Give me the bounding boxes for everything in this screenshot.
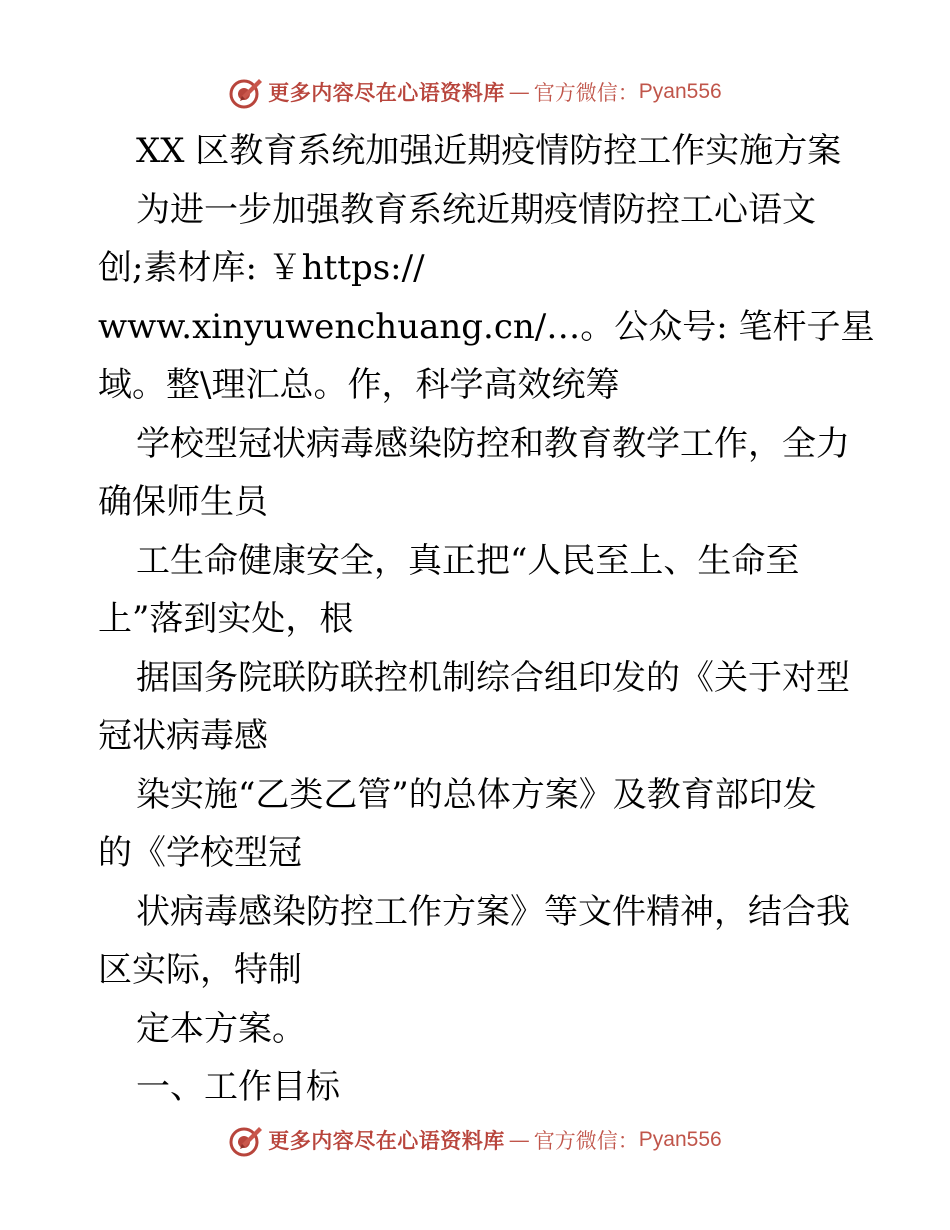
banner-library-text: 更多内容尽在心语资料库: [268, 1128, 505, 1153]
paragraph-line: 域。整\理汇总。作，科学高效统筹: [98, 365, 620, 405]
document-title: XX 区教育系统加强近期疫情防控工作实施方案: [136, 131, 842, 171]
banner-dash: —: [508, 80, 530, 104]
banner-wechat-id: Pyan556: [638, 80, 722, 103]
footer-banner: [0, 1120, 950, 1160]
document-body: [98, 122, 875, 1117]
paragraph-line: 冠状病毒感: [98, 716, 268, 756]
section-heading: 一、工作目标: [136, 1067, 340, 1107]
paragraph-line: 工生命健康安全，真正把“人民至上、生命至: [136, 540, 800, 581]
paragraph-line: 染实施“乙类乙管”的总体方案》及教育部印发: [136, 774, 817, 815]
pen-logo-icon: [228, 74, 264, 110]
banner-official-label: 官方微信：: [533, 1129, 639, 1153]
banner-dash: —: [508, 1128, 530, 1152]
pen-logo-icon: [228, 1122, 264, 1158]
header-banner: [0, 72, 950, 112]
paragraph-line: 学校型冠状病毒感染防控和教育教学工作，全力: [136, 423, 850, 464]
paragraph-line: 为进一步加强教育系统近期疫情防控工心语文: [136, 189, 816, 230]
paragraph-line: 区实际，特制: [98, 950, 302, 990]
paragraph-line: 创;素材库: ￥https://: [98, 248, 425, 288]
banner-wechat-id: Pyan556: [638, 1128, 722, 1151]
paragraph-line: 上”落到实处，根: [98, 599, 354, 639]
banner-library-text: 更多内容尽在心语资料库: [268, 80, 505, 105]
paragraph-line: 状病毒感染防控工作方案》等文件精神，结合我: [136, 891, 850, 932]
paragraph-line: 定本方案。: [136, 1008, 306, 1049]
paragraph-line: 的《学校型冠: [98, 833, 302, 873]
paragraph-line: 确保师生员: [98, 482, 268, 522]
paragraph-line: 据国务院联防联控机制综合组印发的《关于对型: [136, 657, 850, 698]
banner-official-label: 官方微信：: [533, 81, 639, 105]
paragraph-line: www.xinyuwenchuang.cn/…。公众号: 笔杆子星: [98, 306, 875, 347]
